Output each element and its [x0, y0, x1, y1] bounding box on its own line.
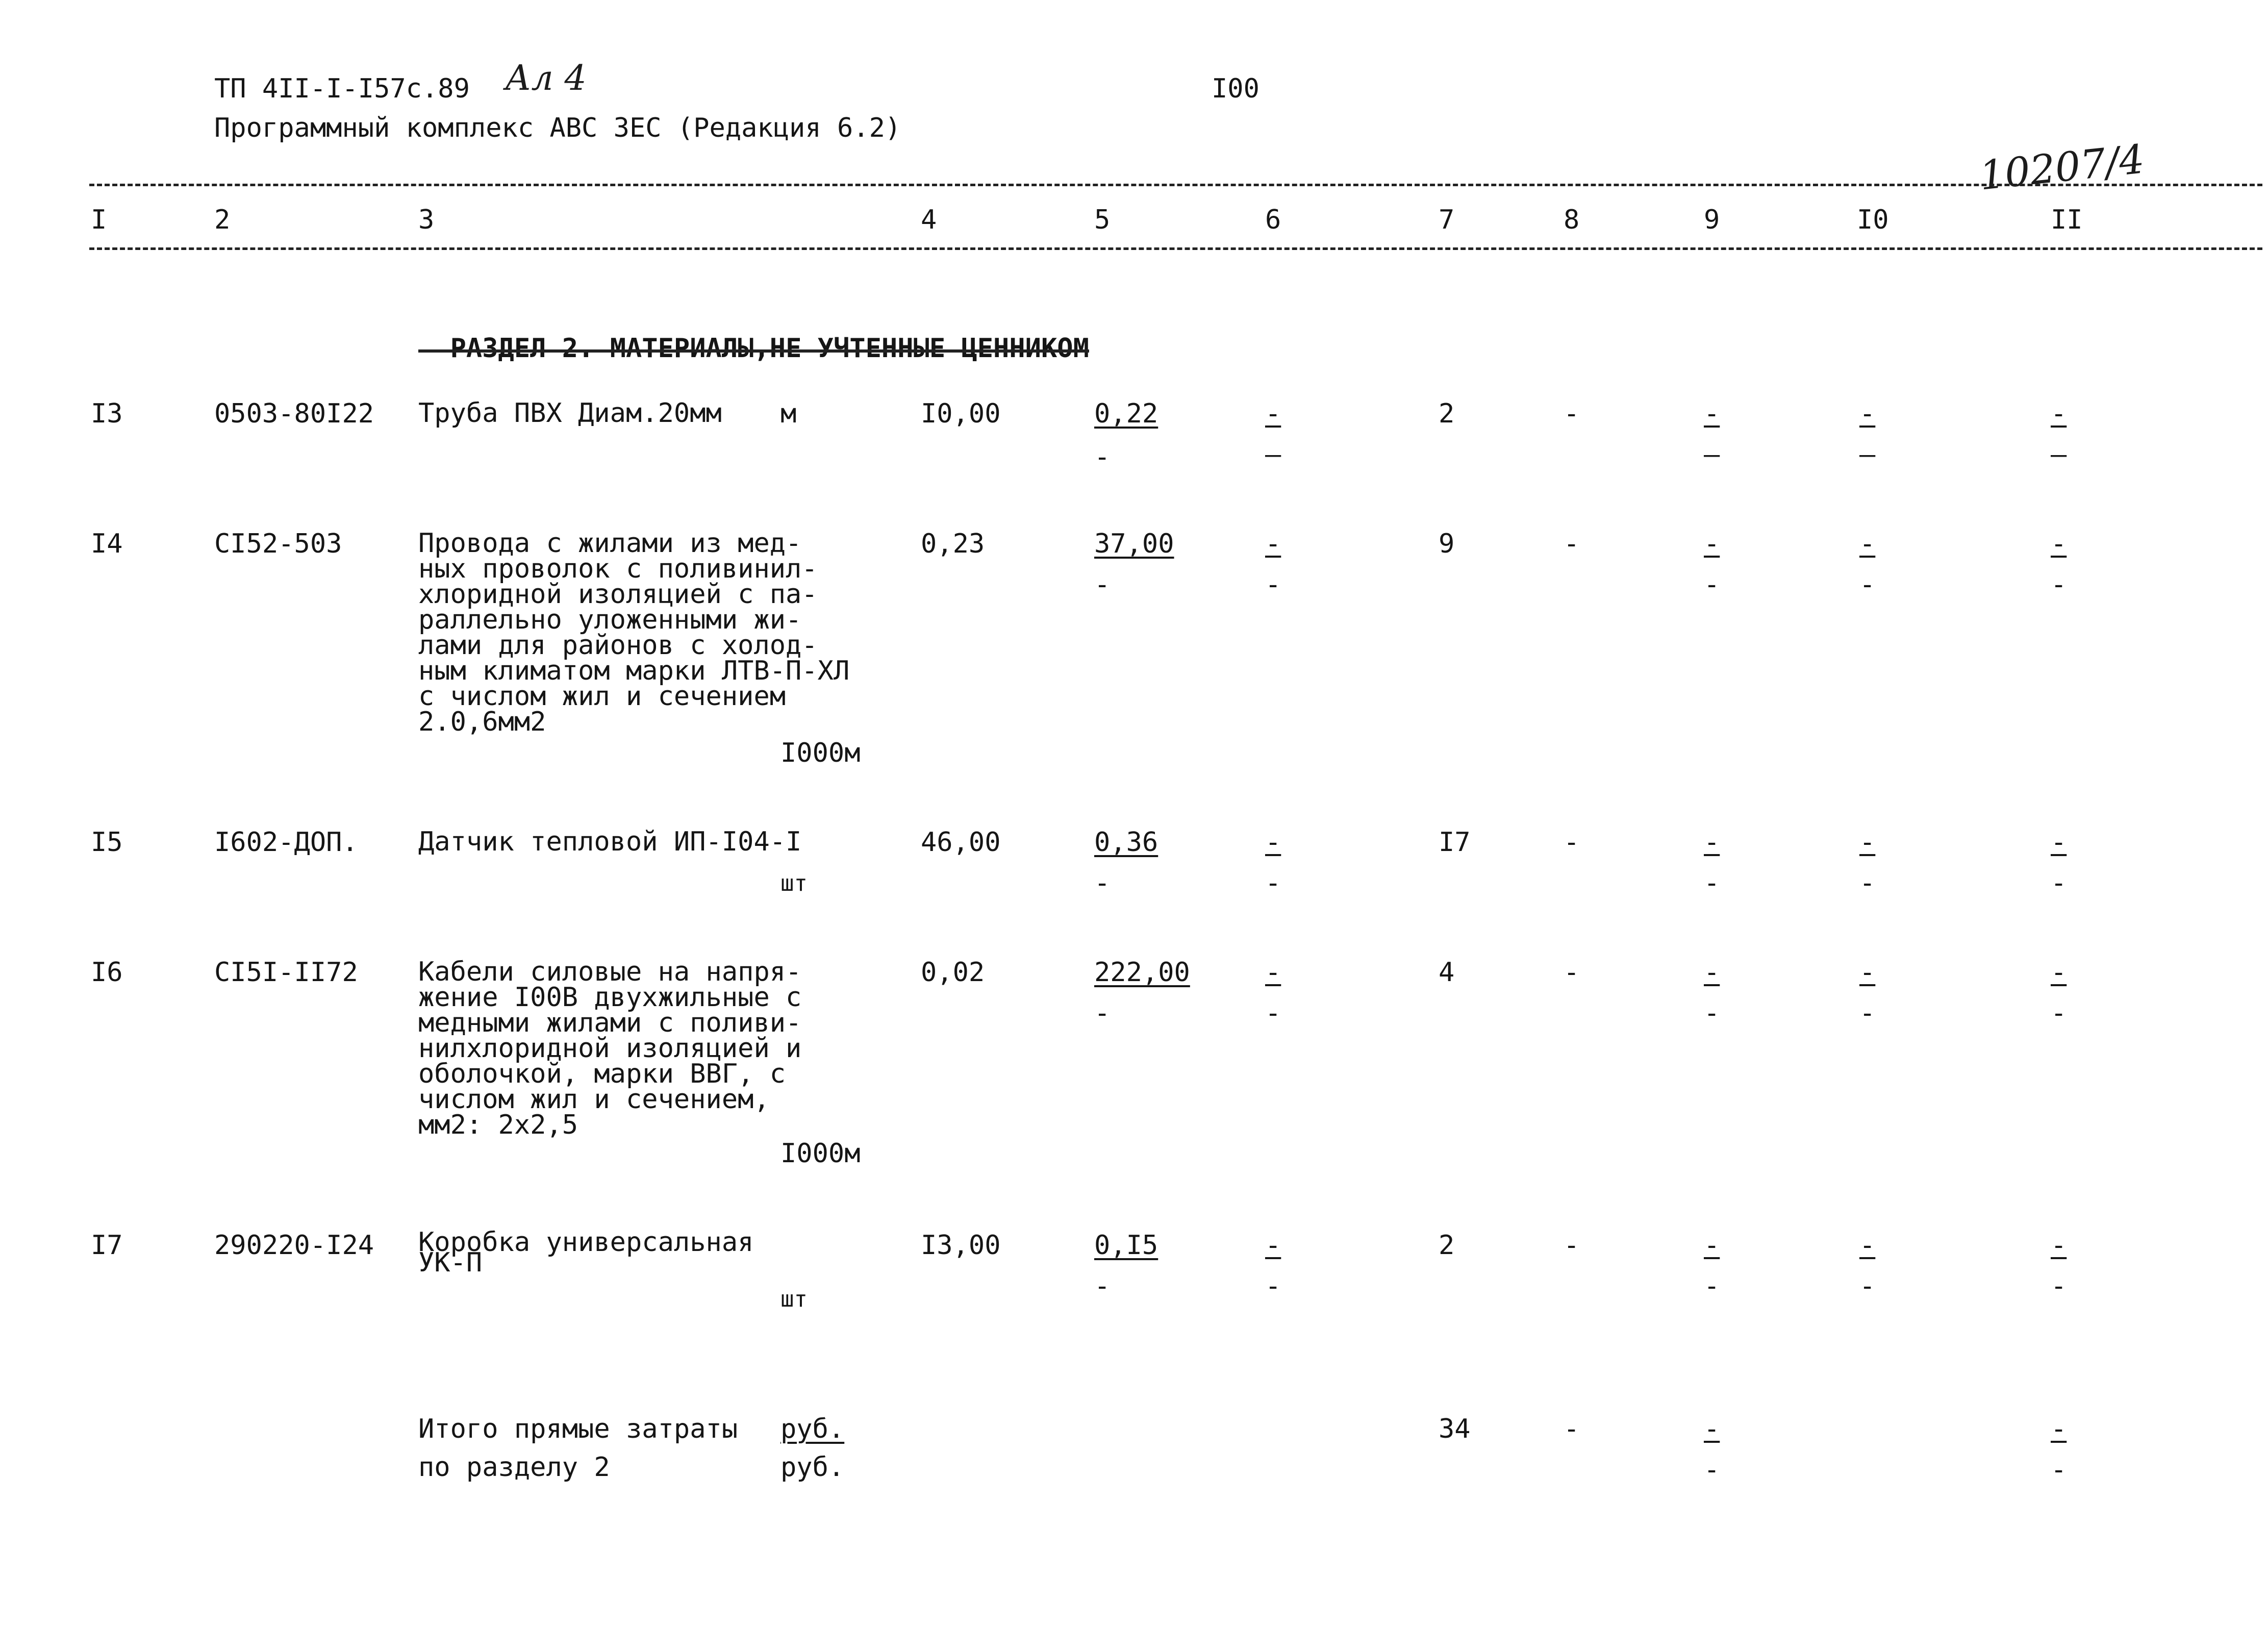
row-description: Провода с жилами из мед- ных проволок с поливинил- хлоридной изоляцией с па- раллельно уложенными жи- лами для районов с холод- ным климатом марки ЛТВ-П-ХЛ с числом жил и сечением 2.0,6мм2: [418, 528, 850, 737]
row-col10-mark: - -: [1859, 1230, 1876, 1301]
column-header-10: I0: [1857, 205, 1889, 235]
totals-col7: 34: [1439, 1414, 1471, 1444]
row-unit: шт: [780, 1286, 808, 1312]
row-col11-mark: - -: [2051, 957, 2067, 1029]
row-col9-mark: - -: [1704, 529, 1720, 600]
column-header-1: I: [91, 205, 107, 235]
row-price-sub: -: [1094, 442, 1111, 472]
row-col6-mark: - —: [1265, 398, 1281, 470]
row-col7: 2: [1439, 398, 1455, 429]
column-header-6: 6: [1265, 205, 1281, 235]
row-col11-mark: - -: [2051, 1230, 2067, 1301]
row-col6-mark: - -: [1265, 827, 1281, 898]
row-code: СI52-503: [214, 529, 342, 559]
document-code: ТП 4II-I-I57с.89: [214, 73, 470, 104]
handwritten-sheet-note: Ал 4: [505, 58, 587, 98]
row-col9-mark: - -: [1704, 827, 1720, 898]
column-header-3: 3: [418, 205, 435, 235]
row-number: I4: [91, 529, 123, 559]
row-col8: -: [1564, 957, 1580, 988]
row-col11-mark: - -: [2051, 827, 2067, 898]
row-col8: -: [1564, 827, 1580, 858]
row-code: 290220-I24: [214, 1230, 374, 1261]
row-col7: 4: [1439, 957, 1455, 988]
column-header-5: 5: [1094, 205, 1111, 235]
row-price: 0,36: [1094, 827, 1158, 858]
column-header-4: 4: [921, 205, 937, 235]
row-number: I7: [91, 1230, 123, 1261]
software-caption: Программный комплекс АВС 3ЕС (Редакция 6.2): [214, 113, 901, 143]
header-rule-top: [89, 184, 2262, 186]
row-price-sub: -: [1094, 1271, 1111, 1301]
row-col9-mark: - —: [1704, 398, 1720, 470]
column-header-8: 8: [1564, 205, 1580, 235]
totals-label-line1: Итого прямые затраты: [418, 1414, 738, 1444]
row-price-sub: -: [1094, 569, 1111, 600]
row-col11-mark: - -: [2051, 529, 2067, 600]
row-unit: шт: [780, 870, 808, 896]
row-col10-mark: - -: [1859, 529, 1876, 600]
row-code: I602-ДОП.: [214, 827, 358, 858]
row-col8: -: [1564, 398, 1580, 429]
row-price: 0,22: [1094, 398, 1158, 429]
row-quantity: I0,00: [921, 398, 1001, 429]
row-col8: -: [1564, 1230, 1580, 1261]
row-quantity: 0,02: [921, 957, 985, 988]
row-description: Труба ПВХ Диам.20мм: [418, 398, 722, 429]
row-code: 0503-80I22: [214, 398, 374, 429]
row-col8: -: [1564, 529, 1580, 559]
row-unit: I000м: [780, 738, 861, 768]
row-unit: м: [780, 398, 797, 429]
section-title-underline: [418, 349, 1089, 353]
page-number: I00: [1212, 73, 1259, 104]
handwritten-reference: 10207/4: [1977, 136, 2147, 199]
row-quantity: I3,00: [921, 1230, 1001, 1261]
row-price: 0,I5: [1094, 1230, 1158, 1261]
row-number: I5: [91, 827, 123, 858]
row-price-sub: -: [1094, 868, 1111, 898]
totals-col8: -: [1564, 1414, 1580, 1444]
row-quantity: 0,23: [921, 529, 985, 559]
section-title: [418, 309, 1089, 388]
row-col9-mark: - -: [1704, 957, 1720, 1029]
column-header-2: 2: [214, 205, 231, 235]
totals-unit-line1: руб.: [780, 1414, 845, 1444]
totals-col9-mark: - -: [1704, 1414, 1720, 1485]
column-header-7: 7: [1439, 205, 1455, 235]
row-col6-mark: - -: [1265, 1230, 1281, 1301]
row-col6-mark: - -: [1265, 529, 1281, 600]
row-col7: I7: [1439, 827, 1471, 858]
row-price-sub: -: [1094, 998, 1111, 1029]
column-header-11: II: [2051, 205, 2083, 235]
row-unit: I000м: [780, 1138, 861, 1169]
totals-col11-mark: - -: [2051, 1414, 2067, 1485]
row-description: Датчик тепловой ИП-I04-I: [418, 827, 802, 857]
row-col10-mark: - -: [1859, 827, 1876, 898]
row-col10-mark: - -: [1859, 957, 1876, 1029]
row-number: I3: [91, 398, 123, 429]
row-price: 222,00: [1094, 957, 1190, 988]
totals-unit-line2: руб.: [780, 1452, 845, 1483]
row-col6-mark: - -: [1265, 957, 1281, 1029]
header-rule-bottom: [89, 247, 2262, 250]
row-number: I6: [91, 957, 123, 988]
totals-label-line2: по разделу 2: [418, 1452, 610, 1483]
row-description: Коробка универсальная УК-П: [418, 1227, 754, 1278]
row-description: Кабели силовые на напря- жение I00В двухжильные с медными жилами с поливи- нилхлоридной изоляцией и оболочкой, марки ВВГ, с числом жил и сечением, мм2: 2х2,5: [418, 957, 802, 1140]
row-quantity: 46,00: [921, 827, 1001, 858]
row-col11-mark: - —: [2051, 398, 2067, 470]
column-header-9: 9: [1704, 205, 1720, 235]
row-col7: 2: [1439, 1230, 1455, 1261]
row-col10-mark: - —: [1859, 398, 1876, 470]
row-col9-mark: - -: [1704, 1230, 1720, 1301]
row-code: СI5I-II72: [214, 957, 358, 988]
section-title-text: РАЗДЕЛ 2. МАТЕРИАЛЫ,НЕ УЧТЕННЫЕ ЦЕННИКОМ: [450, 333, 1089, 364]
row-price: 37,00: [1094, 529, 1174, 559]
row-col7: 9: [1439, 529, 1455, 559]
